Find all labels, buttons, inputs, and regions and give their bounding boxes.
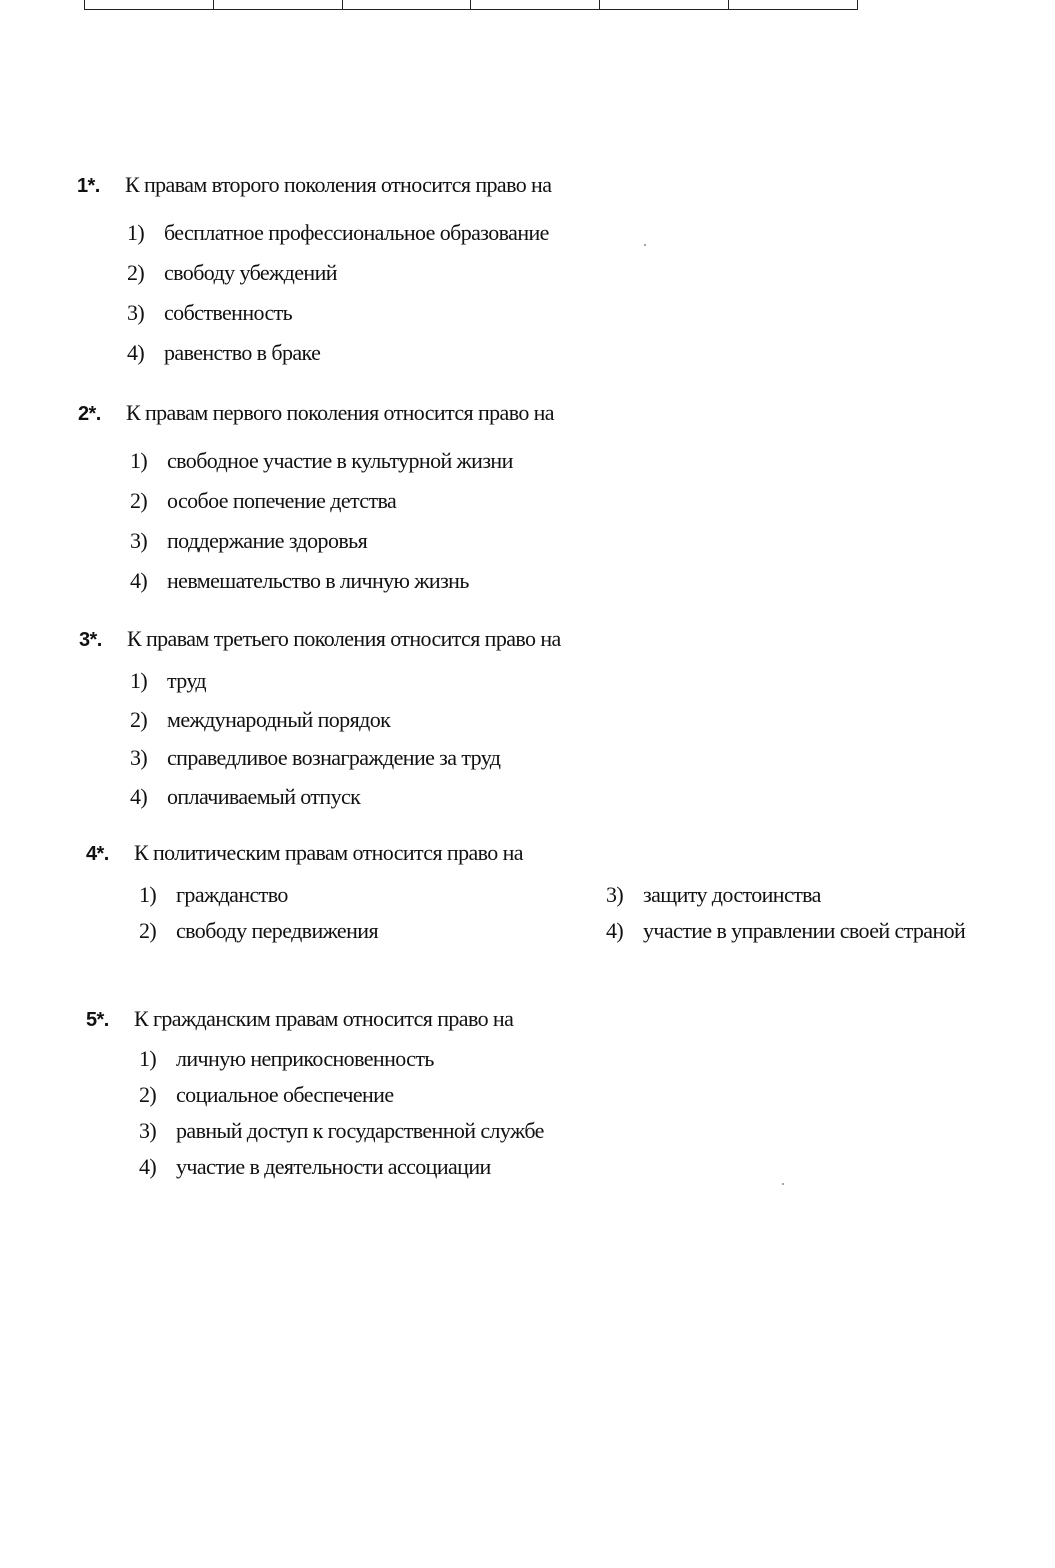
question-number: 1*. <box>77 175 100 197</box>
scan-speck <box>644 244 646 246</box>
question-text: К правам первого поколения относится право на <box>126 400 554 425</box>
answer-option-2 <box>130 707 561 746</box>
question-text: К правам второго поколения относится право на <box>125 172 552 197</box>
option-number: 1) <box>139 1046 157 1071</box>
answer-option-3 <box>127 300 551 340</box>
answer-option-2 <box>127 260 551 300</box>
question-number: 4*. <box>86 843 109 865</box>
answer-option-4 <box>127 340 551 380</box>
table-cell <box>214 0 343 9</box>
option-text: личную неприкосновенность <box>176 1046 434 1071</box>
answer-option-3 <box>130 528 554 568</box>
option-number: 3) <box>130 528 148 553</box>
option-number: 3) <box>130 745 148 770</box>
option-number: 4) <box>127 340 145 365</box>
option-number: 3) <box>606 882 624 907</box>
option-text: свободу убеждений <box>164 260 337 285</box>
option-text: особое попечение детства <box>167 488 397 513</box>
question-5 <box>86 1006 544 1190</box>
answer-option-4 <box>606 918 965 954</box>
answer-option-4 <box>130 568 554 608</box>
option-text: социальное обеспечение <box>176 1082 394 1107</box>
option-text: бесплатное профессиональное образование <box>164 220 549 245</box>
option-number: 2) <box>130 706 148 732</box>
option-text: участие в деятельности ассоциации <box>176 1154 491 1179</box>
option-text: равенство в браке <box>164 340 321 365</box>
option-number: 1) <box>130 668 148 693</box>
option-text: поддержание здоровья <box>167 528 368 553</box>
answer-option-1 <box>130 448 554 488</box>
answer-option-4 <box>139 1154 544 1190</box>
scan-speck <box>782 1183 784 1185</box>
answer-options <box>127 220 551 380</box>
answer-option-3 <box>130 745 561 784</box>
table-cell <box>471 0 600 9</box>
answer-option-4 <box>130 784 561 823</box>
option-text: справедливое вознаграждение за труд <box>167 745 501 770</box>
option-text: участие в управлении своей страной <box>643 918 966 943</box>
question-1 <box>77 172 551 380</box>
question-number: 3*. <box>79 629 102 651</box>
question-2 <box>78 400 554 608</box>
answer-option-2 <box>130 488 554 528</box>
option-text: свободу передвижения <box>176 918 378 943</box>
option-text: равный доступ к государственной службе <box>176 1118 544 1143</box>
answer-options <box>130 668 561 822</box>
question-text: К правам третьего поколения относится право на <box>127 626 561 651</box>
option-text: оплачиваемый отпуск <box>167 783 361 809</box>
answer-option-1 <box>139 1046 544 1082</box>
option-number: 2) <box>139 918 157 943</box>
option-number: 4) <box>130 568 148 593</box>
option-number: 1) <box>130 448 148 473</box>
answer-option-1 <box>139 882 606 918</box>
answer-options <box>139 1046 544 1190</box>
question-3 <box>79 626 561 822</box>
answer-option-3 <box>606 882 965 918</box>
option-text: собственность <box>164 300 293 325</box>
answer-option-1 <box>127 220 551 260</box>
option-number: 2) <box>127 260 145 285</box>
option-text: защиту достоинства <box>643 882 821 907</box>
option-text: международный порядок <box>167 706 391 732</box>
answer-options <box>130 448 554 608</box>
option-text: труд <box>167 668 207 693</box>
answer-option-2 <box>139 918 606 954</box>
table-cell <box>600 0 729 9</box>
option-text: невмешательство в личную жизнь <box>167 568 469 593</box>
option-number: 2) <box>139 1082 157 1107</box>
question-text: К политическим правам относится право на <box>134 840 523 865</box>
table-cell <box>85 0 214 9</box>
option-number: 1) <box>139 882 157 907</box>
option-text: свободное участие в культурной жизни <box>167 448 513 473</box>
answer-option-2 <box>139 1082 544 1118</box>
answer-option-1 <box>130 668 561 707</box>
option-number: 4) <box>606 918 624 943</box>
table-cell <box>343 0 472 9</box>
option-number: 4) <box>139 1154 157 1179</box>
answer-option-3 <box>139 1118 544 1154</box>
answer-table-fragment <box>84 0 858 10</box>
option-text: гражданство <box>176 882 288 907</box>
answer-options <box>139 882 965 954</box>
question-number: 5*. <box>86 1009 109 1031</box>
option-number: 3) <box>127 300 145 325</box>
option-number: 1) <box>127 220 145 245</box>
option-number: 4) <box>130 783 148 809</box>
option-number: 3) <box>139 1118 157 1143</box>
question-number: 2*. <box>78 403 101 425</box>
table-cell <box>729 0 857 9</box>
option-number: 2) <box>130 488 148 513</box>
question-text: К гражданским правам относится право на <box>134 1006 514 1031</box>
question-4 <box>86 840 965 954</box>
